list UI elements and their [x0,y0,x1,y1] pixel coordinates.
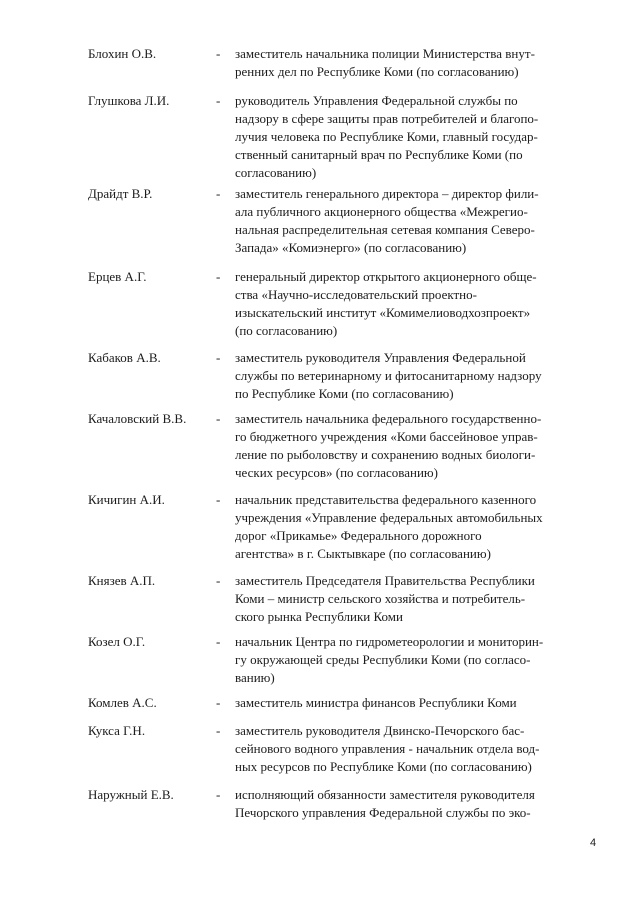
person-name: Глушкова Л.И. [88,93,170,108]
person-name: Драйдт В.Р. [88,186,153,201]
person-name: Кабаков А.В. [88,350,161,365]
dash-separator: - [216,93,221,108]
position-description: исполняющий обязанности заместителя руководителя Печорского управления Федеральной службы по эко- [235,787,535,820]
person-name: Князев А.П. [88,573,156,588]
position-description: заместитель руководителя Двинско-Печорского бас- сейнового водного управления - начальник отдела вод- ных ресурсов по Республике Коми (по согласованию) [235,723,540,774]
position-description: генеральный директор открытого акционерного обще- ства «Научно-исследовательский проектно- изыскательский институт «Комимелиоводхозпроект» (по согласованию) [235,269,537,338]
person-name: Качаловский В.В. [88,411,187,426]
person-name: Кичигин А.И. [88,492,165,507]
person-name: Блохин О.В. [88,46,157,61]
person-name: Кукса Г.Н. [88,723,146,738]
dash-separator: - [216,269,221,284]
dash-separator: - [216,695,221,710]
dash-separator: - [216,573,221,588]
position-description: начальник Центра по гидрометеорологии и мониторин- гу окружающей среды Республики Коми (по согласо- ванию) [235,634,544,685]
dash-separator: - [216,46,221,61]
dash-separator: - [216,634,221,649]
person-name: Комлев А.С. [88,695,157,710]
person-name: Ерцев А.Г. [88,269,147,284]
position-description: заместитель генерального директора – директор фили- ала публичного акционерного общества «Межрегио- нальная распределительная сетевая компания Северо- Запада» «Комиэнерго» (по согласованию) [235,186,539,255]
dash-separator: - [216,350,221,365]
position-description: заместитель Председателя Правительства Республики Коми – министр сельского хозяйства и потребитель- ского рынка Республики Коми [235,573,535,624]
dash-separator: - [216,787,221,802]
position-description: заместитель начальника полиции Министерства внут- ренних дел по Республике Коми (по согласованию) [235,46,535,79]
dash-separator: - [216,723,221,738]
person-name: Козел О.Г. [88,634,146,649]
dash-separator: - [216,492,221,507]
person-name: Наружный Е.В. [88,787,174,802]
page-number: 4 [590,837,597,849]
position-description: начальник представительства федерального казенного учреждения «Управление федеральных автомобильных дорог «Прикамье» Федерального дорожного агентства» в г. Сыктывкаре (по согласованию) [235,492,543,561]
position-description: заместитель министра финансов Республики Коми [235,695,517,710]
position-description: руководитель Управления Федеральной службы по надзору в сфере защиты прав потребителей и благопо- лучия человека по Республике Коми, главный государ- ственный санитарный врач по Республике Коми (по согласованию) [235,93,539,180]
position-description: заместитель руководителя Управления Федеральной службы по ветеринарному и фитосанитарному надзору по Республике Коми (по согласованию) [235,350,542,401]
position-description: заместитель начальника федерального государственно- го бюджетного учреждения «Коми бассейновое управ- ление по рыболовству и сохранению водных биологи- ческих ресурсов» (по согласованию) [235,411,542,480]
dash-separator: - [216,186,221,201]
dash-separator: - [216,411,221,426]
